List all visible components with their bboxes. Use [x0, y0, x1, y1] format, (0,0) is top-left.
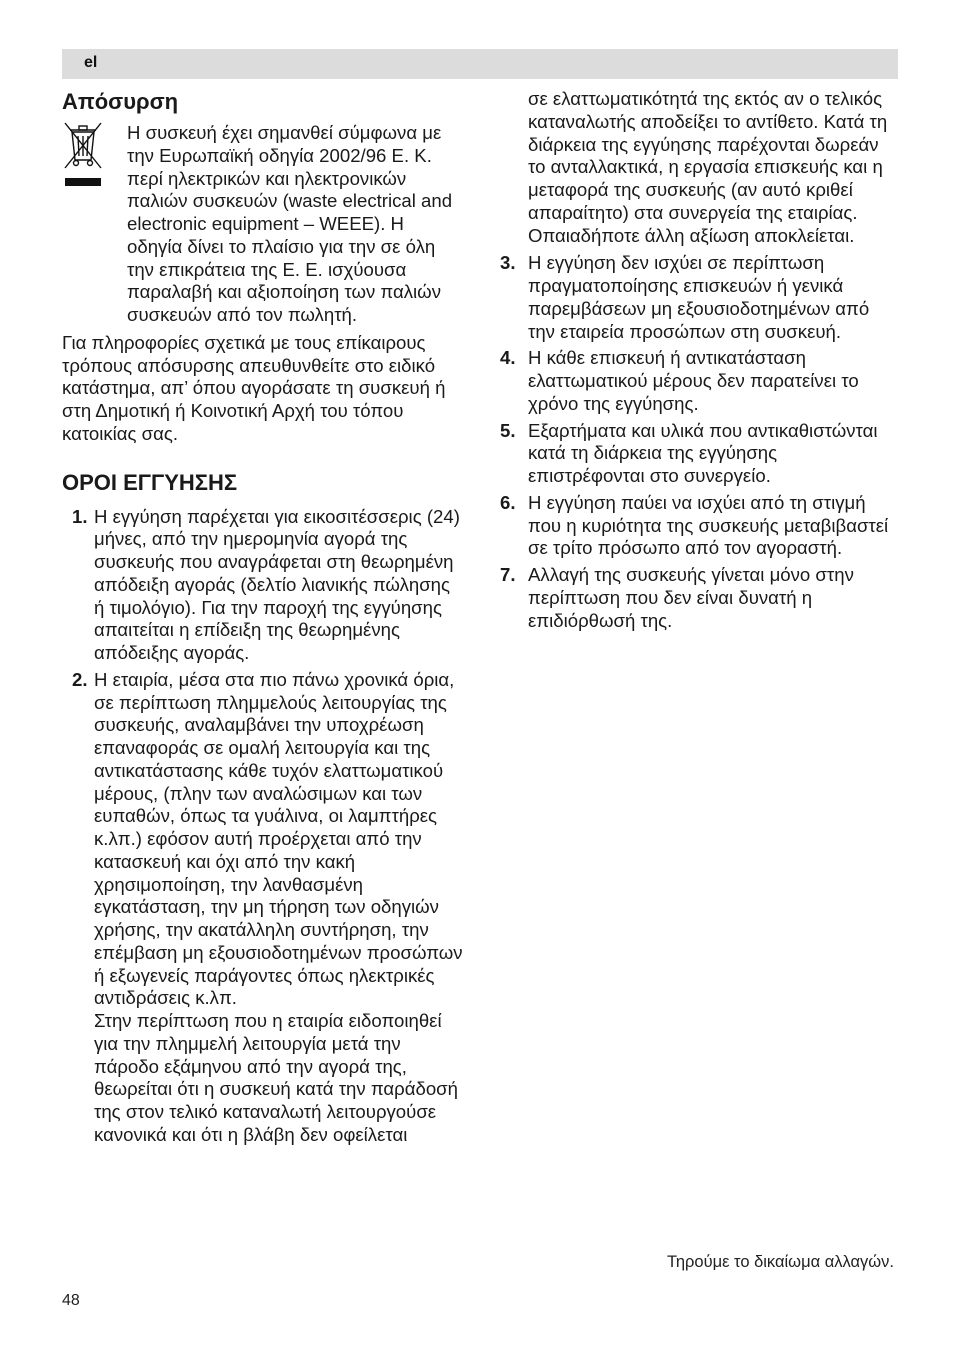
- warranty-title: ΟΡΟΙ ΕΓΓΥΗΣΗΣ: [62, 469, 238, 495]
- list-item-continuation: σε ελαττωματικότητά της εκτός αν ο τελικός καταναλωτής αποδείξει το αντίθετο. Κατά τη διάρκεια της εγγύησης παρέχονται δωρεάν το ανταλλακτικά, η εργασία επισκευής και η μεταφορά της συσκευής (αν αυτό κριθεί απαραίτητο) στα συνεργεία της εταιρίας. Οπαιαδήποτε άλλη αξίωση αποκλείεται.: [528, 88, 888, 246]
- list-item-text: Η κάθε επισκευή ή αντικατάσταση ελαττωματικού μέρους δεν παρατείνει το χρόνο της εγγύησης.: [528, 347, 859, 414]
- disposal-title: Απόσυρση: [62, 89, 179, 114]
- page-number: 48: [62, 1292, 80, 1309]
- list-item: [498, 347, 898, 415]
- list-item-text-continued: Στην περίπτωση που η εταιρία ειδοποιηθεί για την πλημμελή λειτουργία μετά την πάροδο εξάμηνου από την αγορά της, θεωρείται ότι η συσκευή κατά την παράδοσή της στον τελικό καταναλωτή λειτουργούσε κανονικά και ότι η βλάβη δεν οφείλεται: [94, 1010, 458, 1145]
- footer-note: Τηρούμε το δικαίωμα αλλαγών.: [666, 1253, 894, 1271]
- list-item-text: Εξαρτήματα και υλικά που αντικαθιστώνται κατά τη διάρκεια της εγγύησης επιστρέφονται στο συνεργείο.: [528, 419, 878, 486]
- list-item-number: 2.: [72, 668, 88, 690]
- list-item: [498, 252, 898, 343]
- crossed-out-wheelie-bin-icon: [62, 122, 112, 327]
- language-header-bar: [62, 49, 898, 79]
- list-item-number: 4.: [500, 347, 516, 369]
- list-item-number: 6.: [500, 491, 516, 513]
- list-item-text: Η εγγύηση δεν ισχύει σε περίπτωση πραγματοποίησης επισκευών ή γενικά παρεμβάσεων μη εξουσιοδοτημένων από την εταιρεία προσώπων στη συσκευή.: [528, 252, 870, 342]
- warranty-list-left: [62, 506, 464, 1147]
- list-item-text: Αλλαγή της συσκευής γίνεται μόνο στην περίπτωση που δεν είναι δυνατή η επιδιόρθωσή της.: [528, 564, 854, 631]
- disposal-text: Η συσκευή έχει σημανθεί σύμφωνα με την Ευρωπαϊκή οδηγία 2002/96 Ε. Κ. περί ηλεκτρικών και ηλεκτρονικών παλιών συσκευών (waste electrical and electronic equipment – WEEE). Η οδηγία δίνει το πλαίσιο για την σε όλη την επικράτεια της Ε. Ε. ισχύουσα παραλαβή και αξιοποίηση των παλιών συσκευών από τον πωλητή.: [127, 122, 453, 325]
- disposal-block: [62, 122, 464, 327]
- list-item-number: 3.: [500, 252, 516, 274]
- language-code: el: [84, 54, 98, 71]
- list-item: [62, 506, 464, 665]
- list-item: [498, 564, 898, 632]
- left-column: [62, 88, 464, 1151]
- right-column: [498, 88, 898, 636]
- warranty-list-right: [498, 252, 898, 632]
- list-item-number: 1.: [72, 505, 88, 527]
- disposal-info: Για πληροφορίες σχετικά με τους επίκαιρους τρόπους απόσυρσης απευθυνθείτε στο ειδικό κατάστημα, απ’ όπου αγοράσατε τη συσκευή ή στη Δημοτική ή Κοινοτική Αρχή του τόπου κατοικίας σας.: [62, 331, 446, 444]
- list-item-text: Η εγγύηση παρέχεται για εικοσιτέσσερις (24) μήνες, από την ημερομηνία αγορά της συσκευής που αναγράφεται στη θεωρημένη απόδειξη αγοράς (δελτίο λιανικής πώλησης ή τιμολόγιο). Για την παροχή της εγγύησης απαιτείται η επίδειξη της θεωρημένης απόδειξης αγοράς.: [94, 505, 460, 663]
- list-item: [498, 492, 898, 560]
- list-item-number: 5.: [500, 419, 516, 441]
- list-item-text: Η εταιρία, μέσα στα πιο πάνω χρονικά όρια, σε περίπτωση πλημμελούς λειτουργίας της συσκευής, αναλαμβάνει την υποχρέωση επαναφοράς σε ομαλή λειτουργία και της αντικατάστασης κάθε τυχόν ελαττωματικού μέρους, (πλην των αναλώσιμων και των ευπαθών, όπως τα γυάλινα, οι λαμπτήρες κ.λπ.) εφόσον αυτή προέρχεται από την κατασκευή και όχι από την κακή χρησιμοποίηση, την λανθασμένη εγκατάσταση, την μη τήρηση των οδηγιών χρήσης, την ακατάλληλη συντήρηση, την επέμβαση μη εξουσιοδοτημένων προσώπων ή εξωγενείς παράγοντες όπως ηλεκτρικές αντιδράσεις κ.λπ.: [94, 668, 463, 1009]
- list-item-text: Η εγγύηση παύει να ισχύει από τη στιγμή που η κυριότητα της συσκευής μεταβιβαστεί σε τρίτο πρόσωπο από τον αγοραστή.: [528, 491, 889, 559]
- list-item: [498, 420, 898, 488]
- list-item-number: 7.: [500, 564, 516, 585]
- list-item: [62, 669, 464, 1147]
